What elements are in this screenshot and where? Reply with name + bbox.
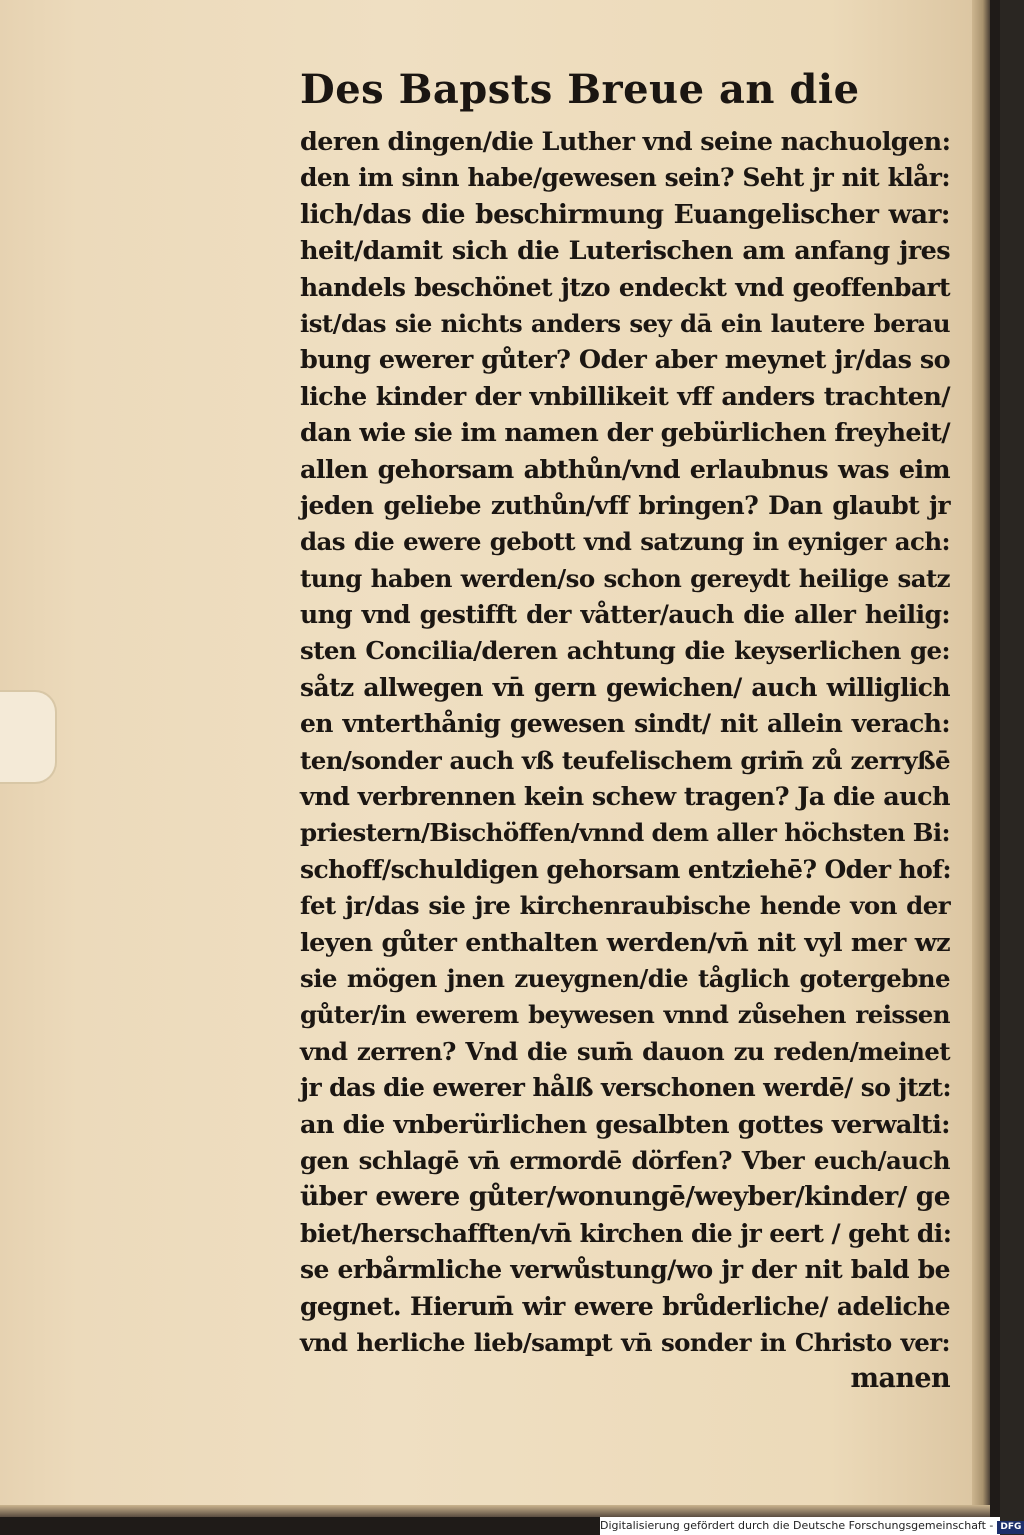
text-line: ung vnd gestifft der våtter/auch die aller heilig: [300,600,950,630]
text-line: fet jr/das sie jre kirchenraubische hende von der [300,891,950,921]
text-line: allen gehorsam abthůn/vnd erlaubnus was eim [300,454,950,485]
text-line: gegnet. Hierum̄ wir ewere brůderliche/ adeliche [300,1291,950,1321]
text-line: sten Concilia/deren achtung die keyserlichen ge: [300,636,950,666]
text-line: den im sinn habe/gewesen sein? Seht jr nit klår: [300,163,950,193]
text-line: jeden geliebe zuthůn/vff bringen? Dan glaubt jr [300,490,950,520]
dfg-logo: DFG [997,1521,1024,1534]
text-line: bung ewerer gůter? Oder aber meynet jr/das so [300,345,950,376]
text-line: deren dingen/die Luther vnd seine nachuolgen: [300,127,951,157]
text-line: ten/sonder auch vß teufelischem grim̄ zů zerryßē [300,745,950,775]
page-edge [972,0,990,1512]
running-header: Des Bapsts Breue an die [300,66,860,113]
text-line: priestern/Bischöffen/vnnd dem aller höchsten Bi: [300,818,950,848]
text-line: gůter/in ewerem beywesen vnnd zůsehen reissen [300,1000,950,1030]
text-line: jr das die ewerer hålß verschonen werdē/ so jtzt: [300,1073,951,1103]
text-line: se erbårmliche verwůstung/wo jr der nit bald be [300,1255,950,1285]
text-line: gen schlagē vn̄ ermordē dörfen? Vber euch/auch [300,1145,950,1175]
page-tab [0,690,57,784]
text-line: biet/herschafften/vn̄ kirchen die jr eert / geht di: [300,1218,952,1248]
text-line: heit/damit sich die Luterischen am anfang jres [300,236,950,267]
text-line: vnd zerren? Vnd die sum̄ dauon zu reden/meinet [300,1036,950,1066]
text-line: ist/das sie nichts anders sey dā ein lautere berau [300,308,950,338]
footer-credit [600,1517,1022,1535]
text-line: tung haben werden/so schon gereydt heilige satz [300,563,950,593]
text-line: en vnterthånig gewesen sindt/ nit allein verach: [300,709,950,739]
text-line: vnd herliche lieb/sampt vn̄ sonder in Christo ver: [300,1327,950,1357]
text-line: sie mögen jnen zueygnen/die tåglich gotergebne [300,963,950,993]
footer-text: Digitalisierung gefördert durch die Deutsche Forschungsgemeinschaft - [600,1519,994,1532]
text-line: dan wie sie im namen der gebürlichen freyheit/ [300,418,950,449]
text-line: schoff/schuldigen gehorsam entziehē? Oder hof: [300,854,951,884]
text-line: über ewere gůter/wonungē/weyber/kinder/ ge [300,1181,950,1213]
text-line: handels beschönet jtzo endeckt vnd geoffenbart [300,272,950,302]
text-block [300,60,950,1398]
text-line: vnd verbrennen kein schew tragen? Ja die auch [300,782,950,813]
text-line: das die ewere gebott vnd satzung in eyniger ach: [300,527,950,557]
text-line: manen [850,1363,950,1395]
text-line: såtz allwegen vn̄ gern gewichen/ auch williglich [300,672,950,702]
page-bottom-edge [0,1505,990,1517]
body-text [300,124,950,1398]
text-line: an die vnberürlichen gesalbten gottes verwalti: [300,1109,950,1140]
text-line: leyen gůter enthalten werden/vn̄ nit vyl mer wz [300,927,950,958]
text-line: lich/das die beschirmung Euangelischer war: [300,198,950,230]
text-line: liche kinder der vnbillikeit vff anders trachten/ [300,381,950,412]
